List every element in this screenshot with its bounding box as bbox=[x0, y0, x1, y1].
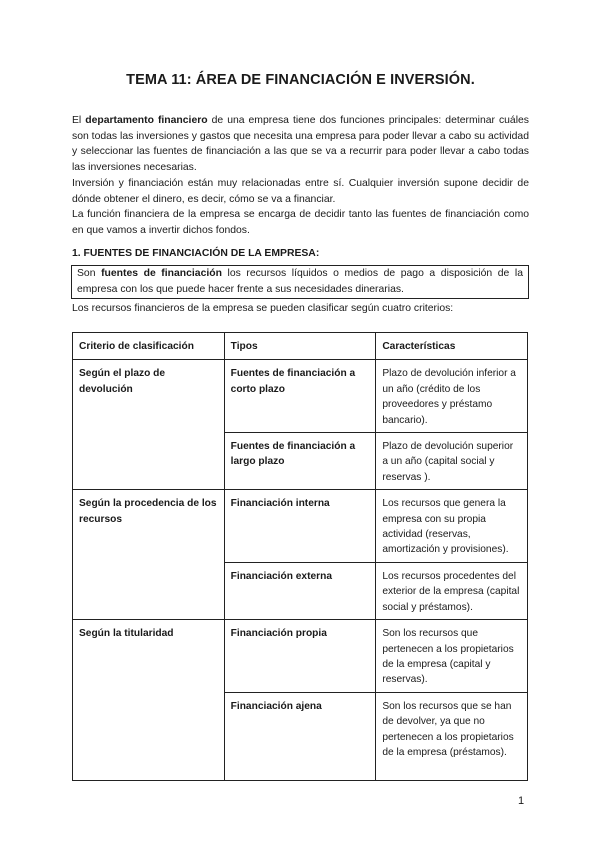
intro-paragraph-2: Inversión y financiación están muy relacionadas entre sí. Cualquier inversión supone decidir de dónde obtener el dinero, es decir, cómo se va a financiar. bbox=[72, 178, 529, 205]
section-heading: 1. FUENTES DE FINANCIACIÓN DE LA EMPRESA: bbox=[72, 248, 320, 259]
bold-term: fuentes de financiación bbox=[101, 268, 222, 279]
criterion-cell: Según el plazo de devolución bbox=[73, 360, 225, 490]
characteristics-cell: Plazo de devolución inferior a un año (crédito de los proveedores y préstamo bancario). bbox=[376, 360, 528, 433]
definition-box bbox=[71, 265, 529, 299]
bold-term: departamento financiero bbox=[85, 115, 208, 126]
intro-paragraph-3: La función financiera de la empresa se encarga de decidir tanto las fuentes de financiación como en que vamos a invertir dichos fondos. bbox=[72, 209, 529, 236]
table-header-row bbox=[73, 333, 528, 360]
characteristics-cell: Son los recursos que se han de devolver, ya que no pertenecen a los propietarios de la empresa (préstamos). bbox=[376, 692, 528, 780]
text-span: Son bbox=[77, 268, 102, 279]
criterion-cell: Según la titularidad bbox=[73, 620, 225, 781]
table-row bbox=[73, 620, 528, 693]
characteristics-cell: Plazo de devolución superior a un año (capital social y reservas ). bbox=[376, 433, 528, 490]
type-cell: Financiación propia bbox=[224, 620, 376, 693]
text-span: de una empresa tiene dos funciones principales: determinar cuáles son todas las inversiones y gastos que necesita una empresa para poder llevar a cabo su actividad y seleccionar las fuentes de financiación a las que se va a recurrir para poder llevar a cabo todas las inversiones necesarias. bbox=[72, 115, 529, 173]
criteria-lead: Los recursos financieros de la empresa se pueden clasificar según cuatro criterios: bbox=[72, 303, 454, 314]
classification-table bbox=[72, 332, 528, 781]
intro-paragraph-1 bbox=[72, 113, 529, 175]
column-header: Tipos bbox=[224, 333, 376, 360]
text-span: El bbox=[72, 115, 86, 126]
text-span: los recursos líquidos o medios de pago a disposición de la empresa con los que puede hacer frente a sus necesidades dinerarias. bbox=[77, 268, 523, 295]
type-cell: Fuentes de financiación a largo plazo bbox=[224, 433, 376, 490]
criterion-cell: Según la procedencia de los recursos bbox=[73, 490, 225, 620]
table-row bbox=[73, 490, 528, 563]
type-cell: Financiación interna bbox=[224, 490, 376, 563]
characteristics-cell: Los recursos procedentes del exterior de la empresa (capital social y préstamos). bbox=[376, 562, 528, 619]
table-row bbox=[73, 360, 528, 433]
characteristics-cell: Los recursos que genera la empresa con su propia actividad (reservas, amortización y provisiones). bbox=[376, 490, 528, 563]
column-header: Características bbox=[376, 333, 528, 360]
column-header: Criterio de clasificación bbox=[73, 333, 225, 360]
characteristics-cell: Son los recursos que pertenecen a los propietarios de la empresa (capital y reservas). bbox=[376, 620, 528, 693]
page-title: TEMA 11: ÁREA DE FINANCIACIÓN E INVERSIÓN. bbox=[126, 72, 475, 88]
type-cell: Financiación externa bbox=[224, 562, 376, 619]
type-cell: Financiación ajena bbox=[224, 692, 376, 780]
page-number: 1 bbox=[518, 795, 525, 807]
type-cell: Fuentes de financiación a corto plazo bbox=[224, 360, 376, 433]
